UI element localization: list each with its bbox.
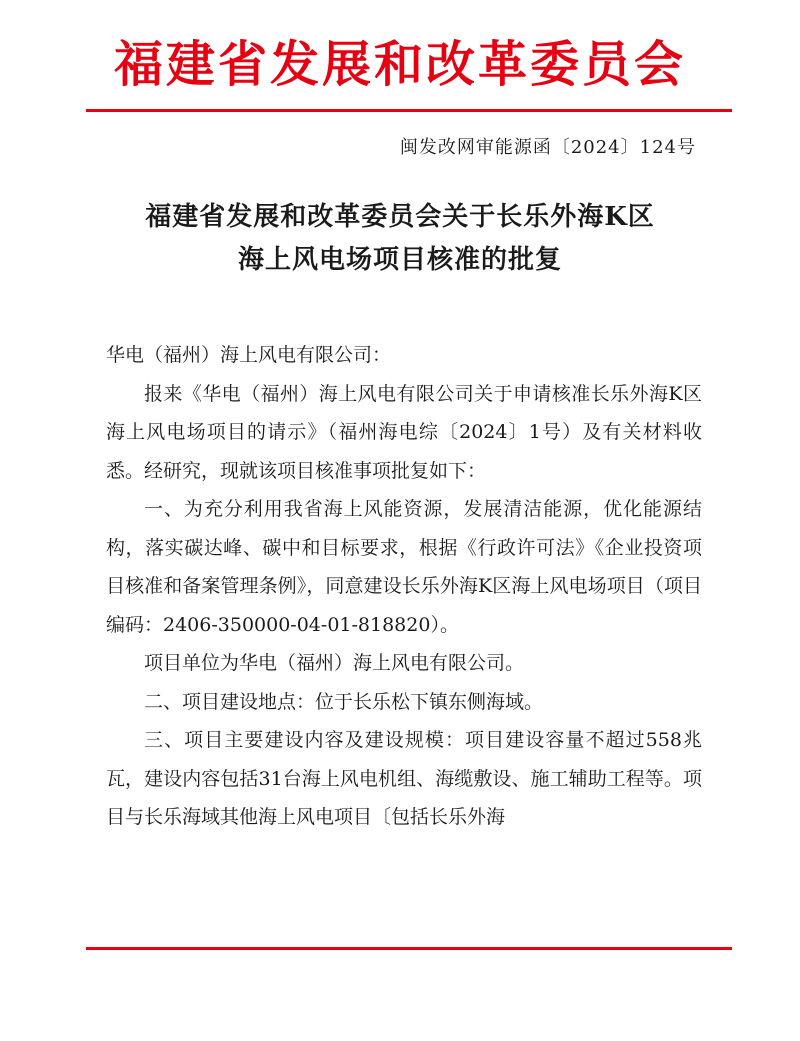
document-title-line-1: 福建省发展和改革委员会关于长乐外海K区 xyxy=(145,202,655,232)
header-divider xyxy=(86,109,732,112)
recipient-line: 华电（福州）海上风电有限公司： xyxy=(106,344,392,366)
document-title-line-2: 海上风电场项目核准的批复 xyxy=(237,245,562,275)
body-paragraph: 二、项目建设地点：位于长乐松下镇东侧海域。 xyxy=(144,690,544,713)
body-paragraph: 项目单位为华电（福州）海上风电有限公司。 xyxy=(144,652,525,674)
issuing-authority-header: 福建省发展和改革委员会 xyxy=(113,35,686,93)
document-number: 闽发改网审能源函〔2024〕124号 xyxy=(399,137,696,158)
footer-divider xyxy=(86,947,732,950)
body-paragraph: 一、为充分利用我省海上风能资源，发展清洁能源，优化能源结构，落实碳达峰、碳中和目标要求，根据《行政许可法》《企业投资项目核准和备案管理条例》，同意建设长乐外海K区海上风电场项目（项目编码：2406-350000-04-01-818820）。 xyxy=(106,498,702,636)
body-paragraph: 报来《华电（福州）海上风电有限公司关于申请核准长乐外海K区海上风电场项目的请示》（福州海电综〔2024〕1号）及有关材料收悉。经研究，现就该项目核准事项批复如下： xyxy=(106,382,702,482)
body-paragraph: 三、项目主要建设内容及建设规模：项目建设容量不超过558兆瓦，建设内容包括31台海上风电机组、海缆敷设、施工辅助工程等。项目与长乐海域其他海上风电项目〔包括长乐外海 xyxy=(106,729,702,828)
document-title xyxy=(0,196,800,282)
document-body xyxy=(106,336,702,837)
